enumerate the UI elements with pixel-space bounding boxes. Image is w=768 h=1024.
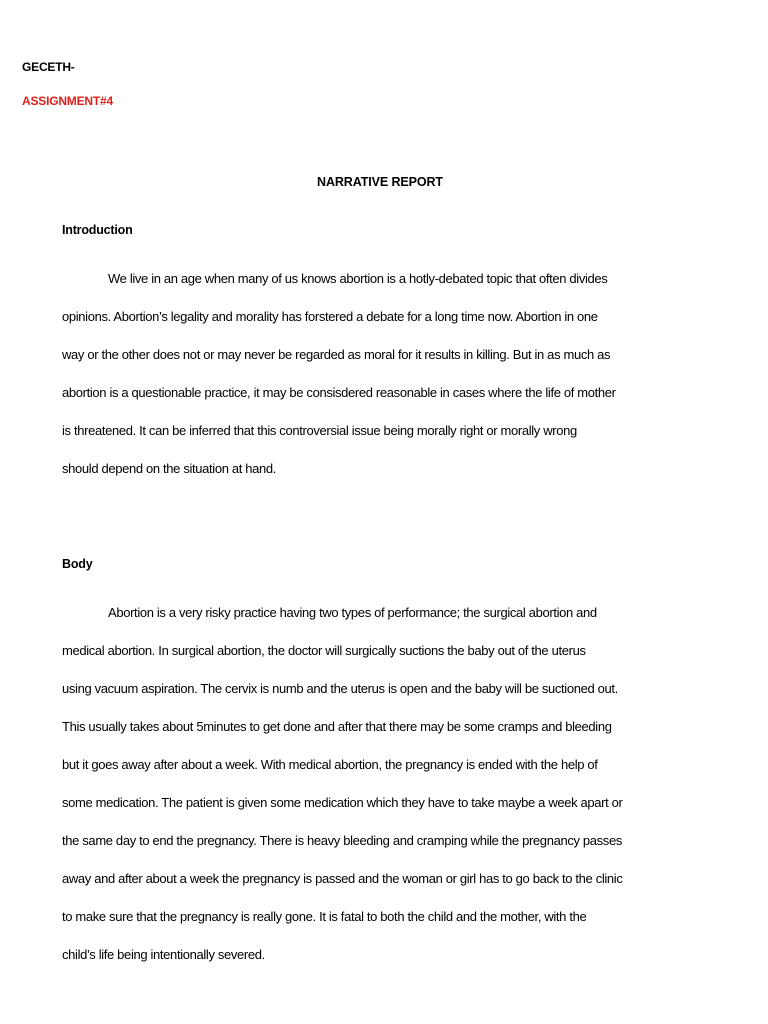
report-title: NARRATIVE REPORT	[317, 175, 443, 189]
paragraph-line: opinions. Abortion’s legality and morality has forstered a debate for a long time now. Abortion in one	[62, 309, 598, 324]
paragraph-line: but it goes away after about a week. With medical abortion, the pregnancy is ended with the help of	[62, 757, 598, 772]
paragraph-line: the same day to end the pregnancy. There is heavy bleeding and cramping while the pregnancy passes	[62, 833, 622, 848]
assignment-label: ASSIGNMENT#4	[22, 94, 113, 108]
course-code: GECETH-	[22, 60, 75, 74]
paragraph-line: using vacuum aspiration. The cervix is numb and the uterus is open and the baby will be suctioned out.	[62, 681, 618, 696]
body-heading: Body	[62, 557, 93, 571]
paragraph-line: away and after about a week the pregnancy is passed and the woman or girl has to go back to the clinic	[62, 871, 623, 886]
paragraph-line: way or the other does not or may never be regarded as moral for it results in killing. But in as much as	[62, 347, 611, 362]
paragraph-line: abortion is a questionable practice, it may be consisdered reasonable in cases where the life of mother	[62, 385, 616, 400]
paragraph-line: This usually takes about 5minutes to get done and after that there may be some cramps and bleeding	[62, 719, 612, 734]
paragraph-line: medical abortion. In surgical abortion, the doctor will surgically suctions the baby out of the uterus	[62, 643, 586, 658]
paragraph-line: We live in an age when many of us knows abortion is a hotly-debated topic that often divides	[108, 271, 608, 286]
paragraph-line: should depend on the situation at hand.	[62, 461, 277, 476]
paragraph-line: child’s life being intentionally severed.	[62, 947, 265, 962]
introduction-heading: Introduction	[62, 223, 133, 237]
paragraph-line: is threatened. It can be inferred that this controversial issue being morally right or morally wrong	[62, 423, 577, 438]
paragraph-line: some medication. The patient is given some medication which they have to take maybe a week apart or	[62, 795, 623, 810]
paragraph-line: Abortion is a very risky practice having two types of performance; the surgical abortion and	[108, 605, 597, 620]
paragraph-line: to make sure that the pregnancy is really gone. It is fatal to both the child and the mother, with the	[62, 909, 587, 924]
